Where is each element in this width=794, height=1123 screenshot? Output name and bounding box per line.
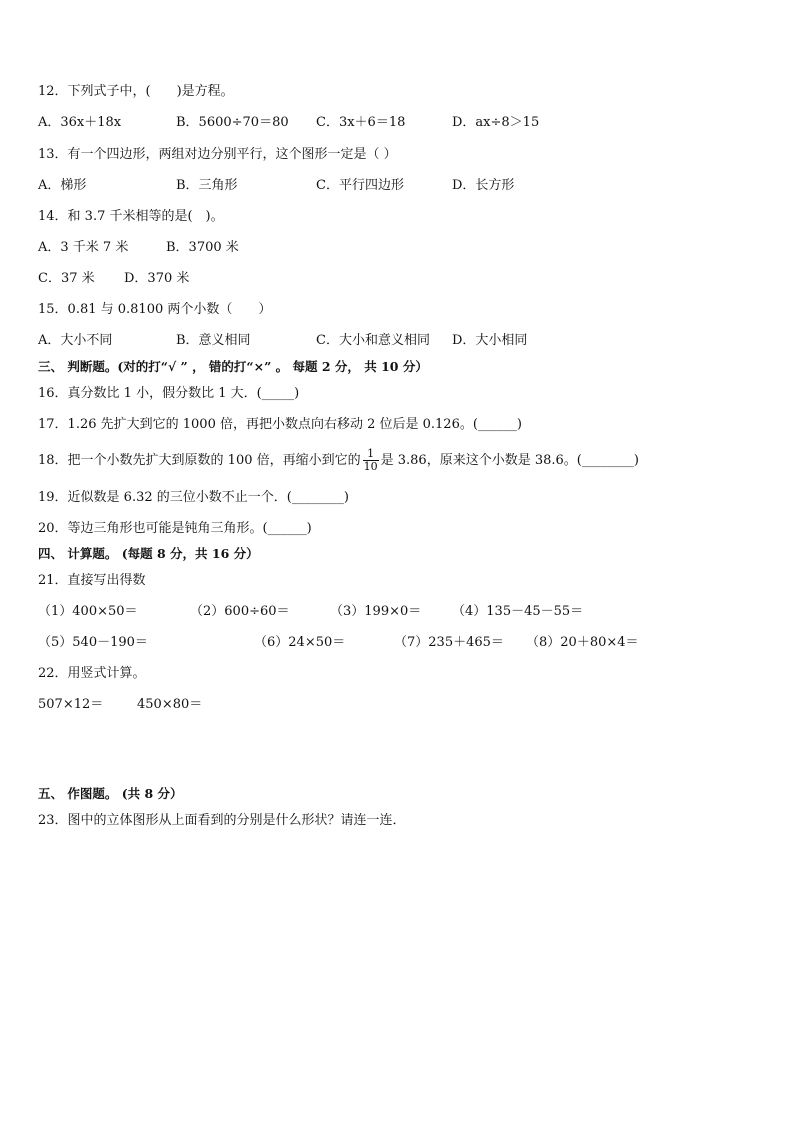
q21-item-5: （5）540－190＝: [38, 635, 148, 650]
q15-option-a: A．大小不同: [38, 333, 113, 348]
q21-item-4: （4）135－45－55＝: [452, 604, 584, 619]
q21-item-1: （1）400×50＝: [38, 604, 138, 619]
q21-stem: 21．直接写出得数: [38, 573, 146, 588]
q18-fraction: [363, 448, 379, 473]
q14-option-b: B．3700 米: [166, 240, 239, 255]
q20-text: 20．等边三角形也可能是钝角三角形。(______): [38, 521, 312, 536]
q22-stem: 22．用竖式计算。: [38, 666, 146, 681]
q22-item-2: 450×80＝: [137, 697, 203, 712]
q15-option-d: D．大小相同: [452, 333, 528, 348]
q18-fraction-denominator: 10: [363, 460, 378, 473]
q19-text: 19．近似数是 6.32 的三位小数不止一个．(________): [38, 490, 349, 505]
q22-item-1: 507×12＝: [38, 697, 104, 712]
q12-stem: 12．下列式子中，( )是方程。: [38, 84, 234, 99]
q16-text: 16．真分数比 1 小，假分数比 1 大．(_____): [38, 386, 300, 401]
q13-option-d: D．长方形: [452, 178, 515, 193]
q15-stem: 15．0.81 与 0.8100 两个小数（ ）: [38, 302, 272, 317]
q23-text: 23．图中的立体图形从上面看到的分别是什么形状？请连一连．: [38, 813, 406, 828]
section3-title: 三、 判断题。(对的打“√ ” ， 错的打“×” 。 每题 2 分， 共 10 分）: [38, 359, 428, 374]
q12-option-a: A．36x＋18x: [38, 115, 122, 130]
q13-option-c: C．平行四边形: [316, 178, 404, 193]
q12-option-d: D．ax÷8＞15: [452, 115, 540, 130]
q18-after: 是 3.86，原来这个小数是 38.6。(________): [380, 453, 639, 468]
section4-title: 四、 计算题。 (每题 8 分，共 16 分）: [38, 546, 259, 561]
q12-option-c: C．3x＋6＝18: [316, 115, 406, 130]
q14-option-a: A．3 千米 7 米: [38, 240, 129, 255]
q21-item-7: （7）235＋465＝: [394, 635, 504, 650]
q14-option-c: C．37 米: [38, 271, 95, 286]
q12-option-b: B．5600÷70＝80: [176, 115, 289, 130]
q17-text: 17．1.26 先扩大到它的 1000 倍，再把小数点向右移动 2 位后是 0.126。(______): [38, 417, 522, 432]
q18-fraction-numerator: 1: [363, 448, 379, 461]
q15-option-b: B．意义相同: [176, 333, 251, 348]
section5-title: 五、 作图题。 (共 8 分）: [38, 786, 183, 801]
q18-before: 18．把一个小数先扩大到原数的 100 倍，再缩小到它的: [38, 453, 361, 468]
q14-option-d: D．370 米: [124, 271, 190, 286]
q15-option-c: C．大小和意义相同: [316, 333, 430, 348]
q14-stem: 14．和 3.7 千米相等的是( )。: [38, 209, 224, 224]
q21-item-8: （8）20＋80×4＝: [526, 635, 639, 650]
q21-item-3: （3）199×0＝: [330, 604, 422, 619]
q18-line: [38, 448, 639, 473]
q13-stem: 13．有一个四边形，两组对边分别平行，这个图形一定是（ ）: [38, 147, 397, 162]
q21-item-2: （2）600÷60＝: [190, 604, 290, 619]
q13-option-a: A．梯形: [38, 178, 87, 193]
q13-option-b: B．三角形: [176, 178, 238, 193]
q21-item-6: （6）24×50＝: [254, 635, 346, 650]
